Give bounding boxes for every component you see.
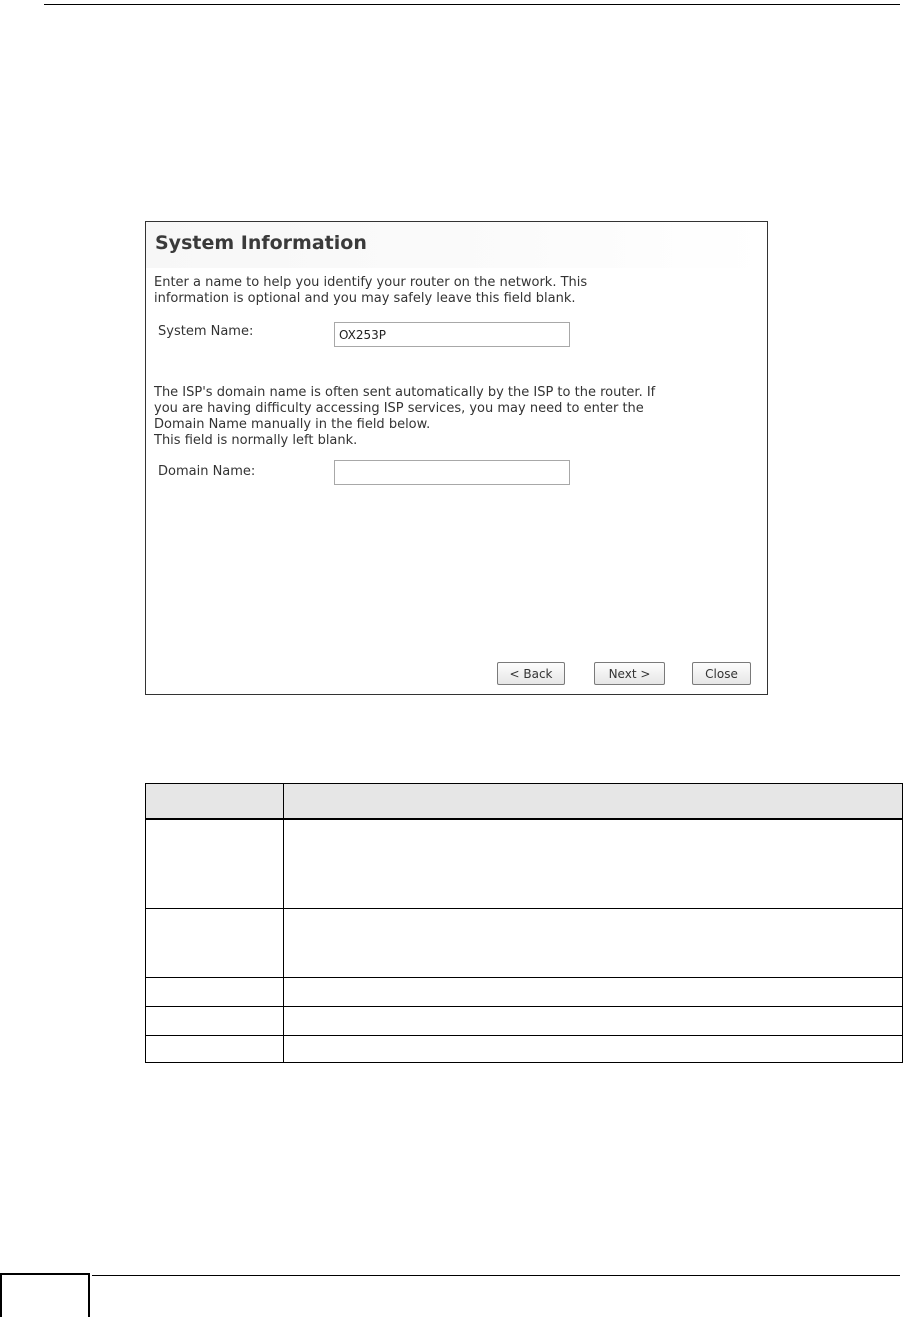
table-cell bbox=[284, 819, 903, 908]
table-row bbox=[146, 1006, 903, 1035]
field-description-table bbox=[145, 783, 903, 1063]
table-cell bbox=[146, 908, 284, 977]
table-cell bbox=[146, 819, 284, 908]
page-number-box bbox=[0, 1273, 90, 1317]
table-cell bbox=[146, 1006, 284, 1035]
table-cell bbox=[146, 1035, 284, 1062]
table-cell bbox=[284, 908, 903, 977]
table-cell bbox=[284, 977, 903, 1006]
intro-text: Enter a name to help you identify your router on the network. This information is optional and you may safely leave this field blank. bbox=[154, 275, 588, 306]
header-rule bbox=[44, 4, 900, 5]
dialog-title: System Information bbox=[155, 232, 367, 254]
table-row bbox=[146, 1035, 903, 1062]
system-name-label: System Name: bbox=[158, 324, 254, 339]
dialog-header bbox=[146, 222, 767, 268]
footer-rule bbox=[92, 1275, 900, 1276]
domain-name-label: Domain Name: bbox=[158, 464, 256, 479]
domain-name-input[interactable] bbox=[334, 460, 570, 485]
table-row bbox=[146, 908, 903, 977]
close-button[interactable]: Close bbox=[692, 662, 751, 685]
system-information-dialog bbox=[145, 221, 768, 695]
table-cell bbox=[284, 1035, 903, 1062]
table-row bbox=[146, 819, 903, 908]
back-button[interactable]: < Back bbox=[497, 662, 565, 685]
table-header-cell bbox=[284, 784, 903, 820]
table-header-row bbox=[146, 784, 903, 820]
table-row bbox=[146, 977, 903, 1006]
system-name-input[interactable] bbox=[334, 322, 570, 347]
next-button[interactable]: Next > bbox=[594, 662, 665, 685]
table-header-cell bbox=[146, 784, 284, 820]
isp-domain-text: The ISP's domain name is often sent automatically by the ISP to the router. If you are having difficulty accessing ISP services, you may need to enter the Domain Name manually in the field below. This field is normally left blank. bbox=[154, 385, 656, 448]
table-cell bbox=[146, 977, 284, 1006]
table-cell bbox=[284, 1006, 903, 1035]
